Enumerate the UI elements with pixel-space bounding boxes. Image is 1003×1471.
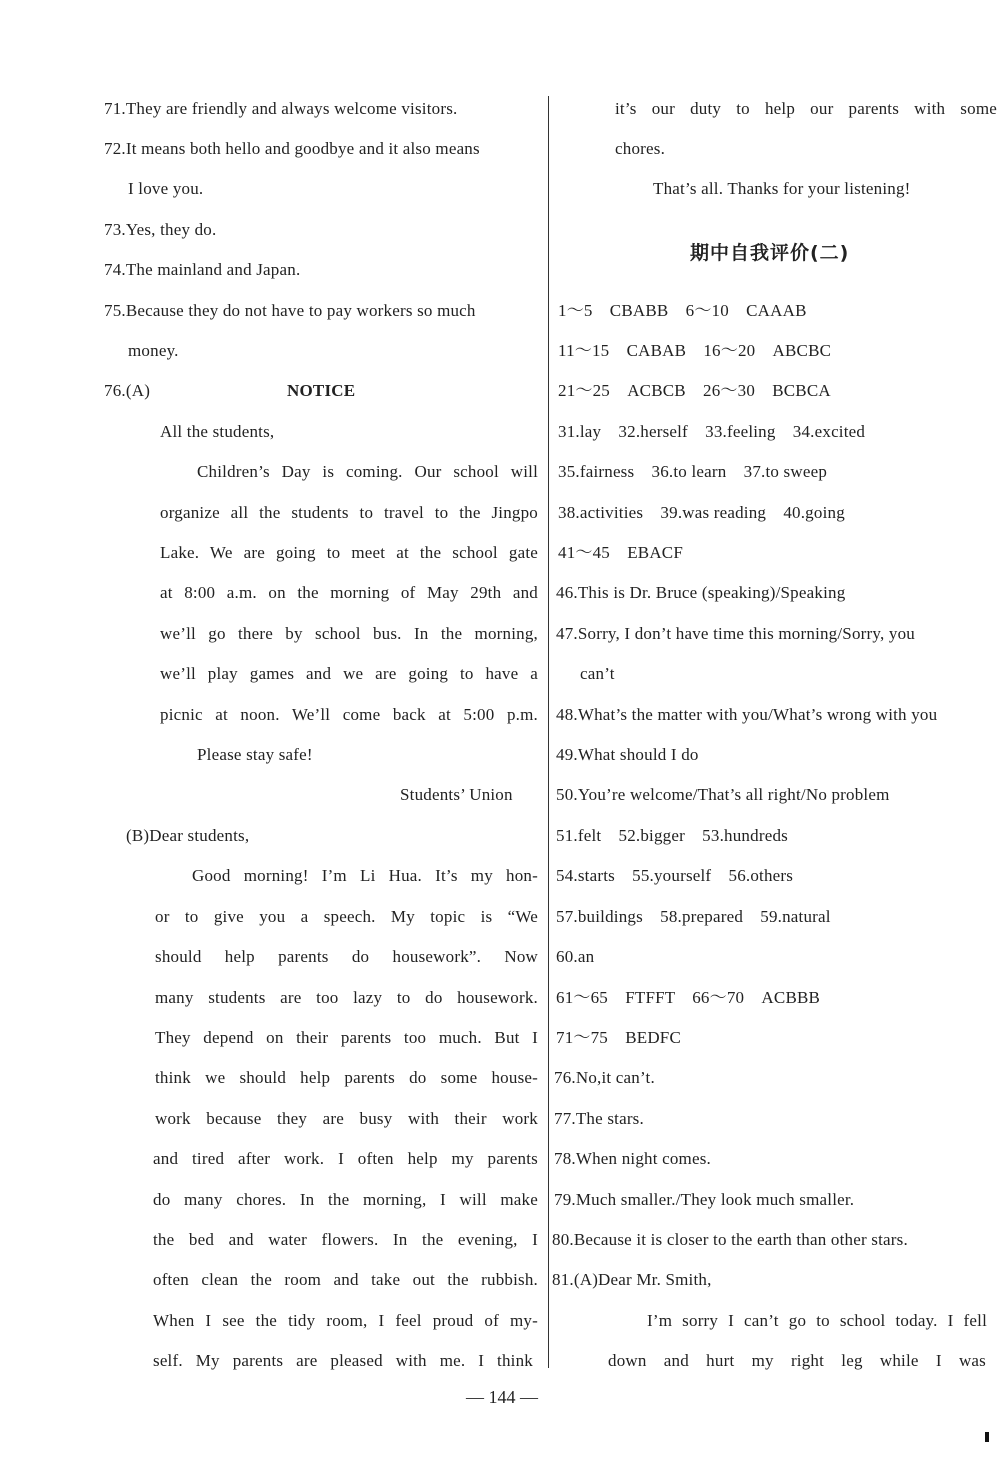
text-line: 71.They are friendly and always welcome visitors. bbox=[104, 99, 458, 118]
column-divider bbox=[548, 96, 549, 1368]
answer-line: 46.This is Dr. Bruce (speaking)/Speaking bbox=[556, 583, 846, 602]
text-line: often clean the room and take out the rubbish. bbox=[153, 1270, 538, 1289]
text-line: Lake. We are going to meet at the school gate bbox=[160, 543, 538, 562]
answer-line: 21～25 ACBCB 26～30 BCBCA bbox=[558, 381, 831, 400]
answer-line: 80.Because it is closer to the earth than other stars. bbox=[552, 1230, 908, 1249]
text-line: I love you. bbox=[128, 179, 204, 198]
text-line: That’s all. Thanks for your listening! bbox=[653, 179, 911, 198]
text-line: 74.The mainland and Japan. bbox=[104, 260, 301, 279]
answer-line: 50.You’re welcome/That’s all right/No problem bbox=[556, 785, 890, 804]
edge-mark bbox=[985, 1432, 989, 1442]
text-line: we’ll go there by school bus. In the morning, bbox=[160, 624, 538, 643]
answer-line: 77.The stars. bbox=[554, 1109, 644, 1128]
answer-line: 60.an bbox=[556, 947, 595, 966]
page-number: — 144 — bbox=[466, 1387, 538, 1407]
text-line: 75.Because they do not have to pay workers so much bbox=[104, 301, 476, 320]
answer-line: 48.What’s the matter with you/What’s wrong with you bbox=[556, 705, 938, 724]
answer-line: can’t bbox=[580, 664, 615, 683]
text-line: 76.(A) bbox=[104, 381, 151, 400]
text-line: at 8:00 a.m. on the morning of May 29th and bbox=[160, 583, 538, 602]
text-line: I’m sorry I can’t go to school today. I fell bbox=[647, 1311, 987, 1330]
answer-line: 49.What should I do bbox=[556, 745, 699, 764]
text-line: do many chores. In the morning, I will make bbox=[153, 1190, 538, 1209]
text-line: 72.It means both hello and goodbye and it also means bbox=[104, 139, 480, 158]
answer-line: 11～15 CABAB 16～20 ABCBC bbox=[558, 341, 832, 360]
answer-line: 35.fairness 36.to learn 37.to sweep bbox=[558, 462, 828, 481]
text-line: 73.Yes, they do. bbox=[104, 220, 217, 239]
text-line: money. bbox=[128, 341, 179, 360]
answer-line: 47.Sorry, I don’t have time this morning/Sorry, you bbox=[556, 624, 915, 643]
notice-heading: NOTICE bbox=[287, 381, 356, 400]
text-line: self. My parents are pleased with me. I think bbox=[153, 1351, 533, 1370]
answer-line: 76.No,it can’t. bbox=[554, 1068, 655, 1087]
answer-line: 78.When night comes. bbox=[554, 1149, 711, 1168]
text-line: chores. bbox=[615, 139, 666, 158]
text-line: work because they are busy with their work bbox=[155, 1109, 538, 1128]
text-line: or to give you a speech. My topic is “We bbox=[155, 907, 538, 926]
text-line: think we should help parents do some house- bbox=[155, 1068, 538, 1087]
answer-line: 71～75 BEDFC bbox=[556, 1028, 681, 1047]
answer-line: 81.(A)Dear Mr. Smith, bbox=[552, 1270, 712, 1289]
text-line: All the students, bbox=[160, 422, 275, 441]
text-line: organize all the students to travel to the Jingpo bbox=[160, 503, 538, 522]
text-line: Children’s Day is coming. Our school will bbox=[197, 462, 538, 481]
answer-line: 54.starts 55.yourself 56.others bbox=[556, 866, 794, 885]
text-line: When I see the tidy room, I feel proud of my- bbox=[153, 1311, 538, 1330]
answer-line: 57.buildings 58.prepared 59.natural bbox=[556, 907, 831, 926]
text-line: should help parents do housework”. Now bbox=[155, 947, 538, 966]
text-line: Please stay safe! bbox=[197, 745, 313, 764]
text-line: Good morning! I’m Li Hua. It’s my hon- bbox=[192, 866, 538, 885]
answer-line: 38.activities 39.was reading 40.going bbox=[558, 503, 845, 522]
text-line: and tired after work. I often help my parents bbox=[153, 1149, 538, 1168]
text-line: we’ll play games and we are going to have a bbox=[160, 664, 538, 683]
answer-line: 31.lay 32.herself 33.feeling 34.excited bbox=[558, 422, 866, 441]
text-line: picnic at noon. We’ll come back at 5:00 p.m. bbox=[160, 705, 538, 724]
text-line: They depend on their parents too much. But I bbox=[155, 1028, 538, 1047]
answer-line: 51.felt 52.bigger 53.hundreds bbox=[556, 826, 788, 845]
section-heading: 期中自我评价(二) bbox=[690, 242, 850, 264]
text-line: (B)Dear students, bbox=[126, 826, 250, 845]
text-line: many students are too lazy to do housework. bbox=[155, 988, 538, 1007]
answer-line: 61～65 FTFFT 66～70 ACBBB bbox=[556, 988, 821, 1007]
signature-line: Students’ Union bbox=[400, 785, 513, 804]
answer-line: 79.Much smaller./They look much smaller. bbox=[554, 1190, 855, 1209]
text-line: it’s our duty to help our parents with some bbox=[615, 99, 997, 118]
text-line: down and hurt my right leg while I was bbox=[608, 1351, 986, 1370]
answer-line: 1～5 CBABB 6～10 CAAAB bbox=[558, 301, 807, 320]
answer-line: 41～45 EBACF bbox=[558, 543, 683, 562]
text-line: the bed and water flowers. In the evening, I bbox=[153, 1230, 538, 1249]
